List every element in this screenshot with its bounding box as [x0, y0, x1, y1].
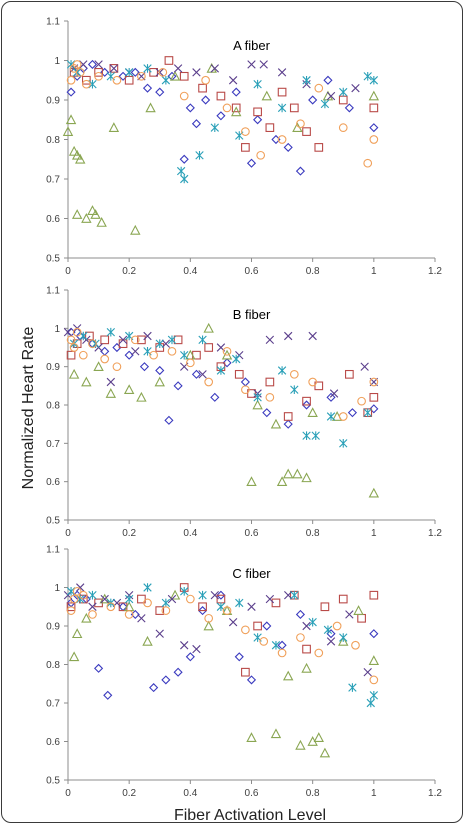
data-point-circle	[352, 641, 360, 649]
data-point-triangle	[302, 474, 311, 482]
data-point-triangle	[73, 210, 82, 218]
data-point-triangle	[370, 489, 379, 497]
data-point-star	[89, 591, 97, 600]
y-tick-label: 0.9	[46, 621, 60, 633]
data-point-circle	[113, 363, 121, 371]
data-point-x	[260, 61, 268, 69]
data-point-x	[248, 603, 256, 611]
data-point-x	[278, 69, 286, 77]
data-point-diamond	[217, 112, 225, 120]
data-point-star	[339, 633, 347, 642]
data-point-x	[211, 65, 219, 73]
data-point-square	[303, 645, 311, 653]
data-point-diamond	[156, 367, 164, 375]
data-point-diamond	[180, 155, 188, 163]
data-point-x	[309, 332, 317, 340]
data-point-circle	[101, 355, 109, 363]
data-point-x	[284, 332, 292, 340]
data-point-star	[291, 385, 299, 394]
data-point-star	[339, 88, 347, 97]
data-point-square	[254, 622, 262, 630]
data-point-triangle	[82, 214, 91, 222]
y-tick-label: 0.6	[46, 737, 60, 748]
data-point-star	[162, 76, 170, 85]
data-point-circle	[339, 124, 347, 132]
x-tick-label: 0.6	[244, 266, 259, 277]
data-point-diamond	[174, 382, 182, 390]
x-tick-label: 0	[65, 266, 71, 277]
y-tick-label: 0.7	[46, 698, 60, 710]
data-point-star	[291, 591, 299, 600]
data-point-star	[254, 80, 262, 89]
data-point-x	[346, 611, 354, 619]
data-point-star	[180, 351, 188, 360]
data-point-triangle	[82, 378, 91, 386]
chart-title: A fiber	[233, 38, 270, 53]
data-point-star	[303, 76, 311, 85]
data-point-star	[367, 699, 375, 708]
x-axis-label: Fiber Activation Level	[173, 807, 327, 824]
data-point-diamond	[95, 665, 103, 673]
data-point-triangle	[284, 672, 293, 680]
data-point-x	[174, 65, 182, 73]
x-tick-label: 0	[65, 528, 71, 539]
data-point-diamond	[193, 371, 201, 379]
data-point-square	[266, 124, 274, 132]
series-triangle	[64, 64, 378, 234]
x-tick-label: 0.2	[122, 266, 137, 277]
data-point-diamond	[370, 124, 378, 132]
data-point-circle	[205, 378, 213, 386]
data-point-triangle	[204, 324, 213, 332]
y-tick-label: 0.7	[46, 174, 60, 186]
data-point-diamond	[187, 653, 195, 661]
data-point-triangle	[143, 637, 152, 645]
data-point-circle	[180, 92, 188, 100]
data-point-square	[321, 603, 329, 611]
data-point-triangle	[278, 477, 287, 485]
series-triangle	[70, 591, 378, 757]
data-point-diamond	[370, 630, 378, 638]
data-point-circle	[242, 626, 250, 634]
data-point-triangle	[171, 591, 180, 599]
data-point-diamond	[144, 84, 152, 92]
data-point-diamond	[162, 676, 170, 684]
data-point-triangle	[308, 408, 317, 416]
data-point-triangle	[73, 629, 82, 637]
x-tick-label: 0	[65, 788, 71, 799]
data-point-x	[361, 363, 369, 371]
data-point-square	[199, 84, 207, 92]
data-point-circle	[79, 351, 87, 359]
data-point-diamond	[297, 611, 305, 619]
data-point-star	[232, 355, 240, 364]
data-point-star	[339, 439, 347, 448]
y-tick-label: 0.8	[46, 660, 60, 671]
y-tick-label: 1	[54, 323, 60, 335]
data-point-circle	[223, 104, 231, 112]
data-point-triangle	[370, 656, 379, 664]
data-point-star	[144, 583, 152, 592]
data-point-square	[291, 104, 299, 112]
x-tick-label: 1.2	[428, 266, 442, 277]
data-point-triangle	[321, 749, 330, 757]
chart-title: C fiber	[232, 566, 271, 581]
y-tick-label: 0.5	[46, 253, 60, 265]
data-point-circle	[333, 622, 341, 630]
data-point-square	[278, 88, 286, 96]
data-point-circle	[291, 371, 299, 379]
data-point-square	[101, 336, 109, 344]
data-point-star	[349, 683, 357, 692]
data-point-diamond	[202, 96, 210, 104]
data-point-circle	[168, 348, 176, 356]
series-circle	[67, 328, 377, 420]
y-tick-label: 1	[54, 583, 60, 594]
data-point-x	[364, 668, 372, 676]
data-point-square	[119, 340, 127, 348]
data-point-x	[248, 61, 256, 69]
data-point-circle	[187, 595, 195, 603]
data-point-circle	[89, 611, 97, 619]
data-point-x	[352, 84, 360, 92]
data-point-triangle	[155, 378, 164, 386]
y-tick-label: 1.1	[46, 16, 60, 28]
chart-panel-3	[46, 545, 442, 800]
data-point-triangle	[110, 123, 119, 131]
data-point-triangle	[284, 470, 293, 478]
data-point-circle	[315, 84, 323, 92]
data-point-diamond	[150, 684, 158, 692]
data-point-star	[303, 431, 311, 440]
data-point-triangle	[107, 389, 116, 397]
data-point-triangle	[262, 92, 271, 100]
x-tick-label: 1	[371, 528, 377, 539]
data-point-x	[266, 336, 274, 344]
data-point-triangle	[296, 741, 305, 749]
data-point-star	[125, 595, 133, 604]
data-point-square	[266, 378, 274, 386]
data-point-square	[180, 73, 188, 81]
data-point-triangle	[125, 385, 134, 393]
data-point-triangle	[247, 733, 256, 741]
data-point-triangle	[70, 653, 79, 661]
data-point-x	[131, 348, 139, 356]
data-point-circle	[266, 394, 274, 402]
data-point-star	[180, 175, 188, 184]
data-point-star	[199, 591, 207, 600]
data-point-diamond	[263, 622, 271, 630]
data-point-star	[211, 123, 219, 132]
data-point-square	[339, 96, 347, 104]
data-point-diamond	[349, 409, 357, 417]
data-point-triangle	[293, 470, 302, 478]
y-tick-label: 0.5	[46, 515, 60, 527]
y-tick-label: 0.7	[46, 438, 60, 450]
data-point-diamond	[263, 409, 271, 417]
data-point-diamond	[89, 61, 97, 69]
x-tick-label: 0.8	[305, 528, 320, 539]
y-tick-label: 1	[54, 56, 60, 67]
data-point-square	[254, 108, 262, 116]
data-point-square	[284, 413, 292, 421]
chart-panel-2	[46, 286, 442, 540]
y-tick-label: 1.1	[46, 285, 60, 297]
data-point-x	[327, 92, 335, 100]
data-point-square	[235, 371, 243, 379]
data-point-triangle	[94, 362, 103, 370]
y-tick-label: 0.9	[46, 362, 60, 374]
data-point-diamond	[242, 378, 250, 386]
data-point-triangle	[204, 622, 213, 630]
data-point-circle	[370, 136, 378, 144]
data-point-x	[327, 638, 335, 646]
x-tick-label: 0.4	[183, 266, 198, 277]
data-point-circle	[202, 76, 210, 84]
data-point-square	[370, 394, 378, 402]
data-point-triangle	[82, 614, 91, 622]
data-point-triangle	[146, 104, 155, 112]
data-point-square	[370, 104, 378, 112]
data-point-circle	[278, 649, 286, 657]
data-point-x	[110, 65, 118, 73]
x-tick-label: 0.2	[122, 788, 137, 799]
data-point-x	[229, 618, 237, 626]
data-point-square	[165, 57, 173, 65]
data-point-x	[107, 378, 115, 386]
data-point-circle	[315, 649, 323, 657]
data-point-square	[242, 668, 250, 676]
data-point-circle	[358, 397, 366, 405]
data-point-diamond	[165, 417, 173, 425]
data-point-x	[138, 615, 146, 623]
data-point-circle	[364, 159, 372, 167]
data-point-triangle	[354, 606, 363, 614]
x-tick-label: 0.4	[183, 528, 198, 539]
data-point-square	[125, 76, 133, 84]
data-point-x	[180, 641, 188, 649]
data-point-diamond	[284, 144, 292, 152]
data-point-square	[174, 336, 182, 344]
data-point-circle	[297, 634, 305, 642]
data-point-diamond	[156, 88, 164, 96]
data-point-circle	[339, 413, 347, 421]
y-axis-label: Normalized Heart Rate	[20, 326, 37, 490]
data-point-triangle	[314, 733, 323, 741]
x-tick-label: 0.2	[122, 528, 137, 539]
x-tick-label: 0.6	[244, 528, 259, 539]
data-point-star	[321, 100, 329, 109]
data-point-triangle	[253, 401, 262, 409]
y-tick-label: 0.8	[46, 135, 60, 146]
data-point-x	[193, 69, 201, 77]
y-tick-label: 0.6	[46, 214, 60, 225]
x-tick-label: 0.4	[183, 788, 198, 799]
x-tick-label: 0.6	[244, 788, 259, 799]
data-point-square	[370, 591, 378, 599]
data-point-triangle	[302, 664, 311, 672]
data-point-diamond	[254, 116, 262, 124]
panels-group	[46, 17, 442, 800]
y-tick-label: 0.8	[46, 400, 60, 412]
x-tick-label: 1	[371, 266, 377, 277]
y-tick-label: 0.5	[46, 775, 60, 787]
y-tick-label: 0.6	[46, 477, 60, 489]
series-circle	[67, 588, 377, 684]
data-point-triangle	[70, 370, 79, 378]
data-point-diamond	[187, 104, 195, 112]
x-tick-label: 1.2	[428, 528, 442, 539]
data-point-diamond	[284, 420, 292, 428]
data-point-diamond	[248, 159, 256, 167]
y-tick-label: 1.1	[46, 544, 60, 556]
data-point-diamond	[309, 96, 317, 104]
data-point-star	[196, 151, 204, 160]
x-tick-label: 1.2	[428, 788, 442, 799]
chart-panel-1	[46, 17, 442, 278]
data-point-star	[364, 408, 372, 417]
series-x	[64, 584, 371, 676]
x-tick-label: 0.8	[305, 266, 320, 277]
data-point-triangle	[131, 226, 140, 234]
x-tick-label: 1	[371, 788, 377, 799]
data-point-circle	[257, 152, 265, 160]
data-point-diamond	[193, 120, 201, 128]
data-point-square	[346, 371, 354, 379]
data-point-diamond	[232, 88, 240, 96]
data-point-x	[193, 645, 201, 653]
y-tick-label: 0.9	[46, 95, 60, 107]
data-point-diamond	[141, 363, 149, 371]
data-point-triangle	[272, 730, 281, 738]
data-point-square	[217, 92, 225, 100]
data-point-square	[303, 128, 311, 136]
data-point-circle	[370, 676, 378, 684]
data-point-diamond	[324, 76, 332, 84]
data-point-triangle	[370, 92, 379, 100]
data-point-diamond	[235, 653, 243, 661]
data-point-diamond	[174, 668, 182, 676]
data-point-square	[242, 144, 250, 152]
data-point-star	[235, 599, 243, 608]
data-point-diamond	[297, 167, 305, 175]
data-point-triangle	[247, 477, 256, 485]
data-point-x	[156, 630, 164, 638]
chart-title: B fiber	[232, 307, 271, 322]
data-point-star	[107, 328, 115, 337]
data-point-square	[358, 615, 366, 623]
data-point-diamond	[104, 692, 112, 700]
data-point-star	[278, 366, 286, 375]
data-point-star	[199, 336, 207, 345]
data-point-diamond	[211, 394, 219, 402]
data-point-diamond	[346, 104, 354, 112]
data-point-square	[205, 344, 213, 352]
data-point-triangle	[97, 218, 106, 226]
data-point-diamond	[278, 641, 286, 649]
data-point-square	[315, 144, 323, 152]
x-tick-label: 0.8	[305, 788, 320, 799]
data-point-square	[339, 595, 347, 603]
data-point-star	[327, 412, 335, 421]
data-point-triangle	[272, 420, 281, 428]
data-point-diamond	[248, 676, 256, 684]
data-point-star	[312, 431, 320, 440]
data-point-star	[370, 691, 378, 700]
data-point-x	[229, 76, 237, 84]
data-point-star	[278, 104, 286, 113]
data-point-star	[177, 167, 185, 176]
series-star	[67, 583, 377, 707]
data-point-triangle	[137, 393, 146, 401]
